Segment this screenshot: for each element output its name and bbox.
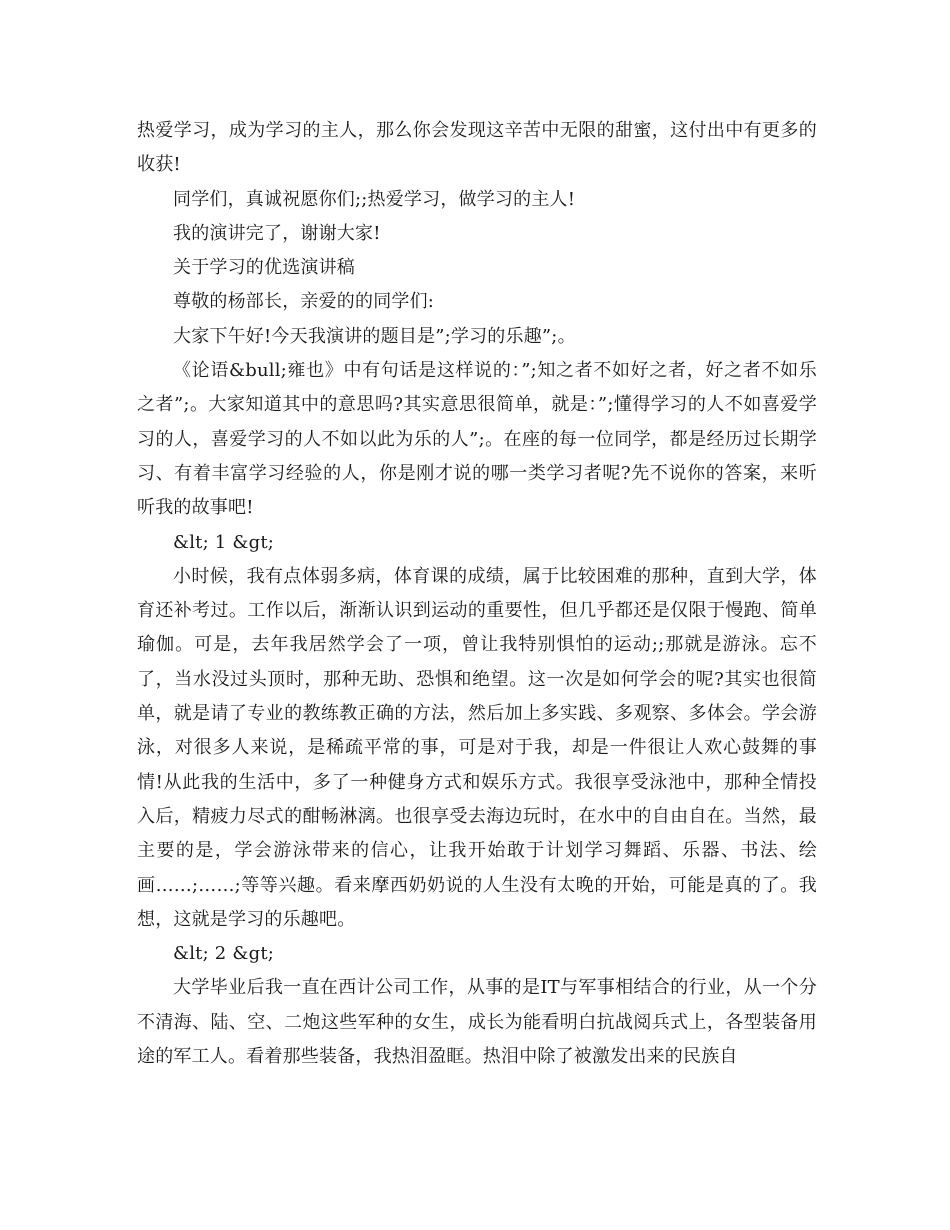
section-marker-1: &lt; 1 &gt;: [173, 531, 275, 553]
paragraph-5-salutation: 尊敬的杨部长，亲爱的的同学们:: [173, 291, 435, 313]
section-marker-2: &lt; 2 &gt;: [173, 943, 275, 965]
paragraph-9: 小时候，我有点体弱多病，体育课的成绩，属于比较困难的那种，直到大学，体育还补考过。工作以后，渐渐认识到运动的重要性，但几乎都还是仅限于慢跑、简单瑜伽。可是，去年我居然学会了一项，曾让我特别惧怕的运动;;那就是游泳。忘不了，当水没过头顶时，那种无助、恐惧和绝望。这一次是如何学会的呢?其实也很简单，就是请了专业的教练教正确的方法，然后加上多实践、多观察、多体会。学会游泳，对很多人来说，是稀疏平常的事，可是对于我，却是一件很让人欢心鼓舞的事情!从此我的生活中，多了一种健身方式和娱乐方式。我很享受泳池中，那种全情投入后，精疲力尽式的酣畅淋漓。也很享受去海边玩时，在水中的自由自在。当然，最主要的是，学会游泳带来的信心，让我开始敢于计划学习舞蹈、乐器、书法、绘画……;……;等等兴趣。看来摩西奶奶说的人生没有太晚的开始，可能是真的了。我想，这就是学习的乐趣吧。: [137, 565, 817, 930]
paragraph-2: 同学们，真诚祝愿你们;;热爱学习，做学习的主人!: [173, 188, 576, 210]
paragraph-11: 大学毕业后我一直在西计公司工作，从事的是IT与军事相结合的行业，从一个分不清海、陆、空、二炮这些军种的女生，成长为能看明白抗战阅兵式上，各型装备用途的军工人。看着那些装备，我热泪盈眶。热泪中除了被激发出来的民族自: [137, 977, 817, 1068]
paragraph-4-heading: 关于学习的优选演讲稿: [173, 257, 355, 279]
paragraph-7: 《论语&bull;雍也》中有句话是这样说的：”;知之者不如好之者，好之者不如乐之者”;。大家知道其中的意思吗?其实意思很简单，就是：”;懂得学习的人不如喜爱学习的人，喜爱学习的人不如以此为乐的人”;。在座的每一位同学，都是经历过长期学习、有着丰富学习经验的人，你是刚才说的哪一类学习者呢?先不说你的答案，来听听我的故事吧!: [137, 360, 817, 519]
paragraph-3: 我的演讲完了，谢谢大家!: [173, 222, 381, 244]
document-body: [137, 114, 817, 1074]
paragraph-1: 热爱学习，成为学习的主人，那么你会发现这辛苦中无限的甜蜜，这付出中有更多的收获!: [137, 120, 817, 176]
paragraph-6: 大家下午好!今天我演讲的题目是”;学习的乐趣”;。: [173, 325, 576, 347]
